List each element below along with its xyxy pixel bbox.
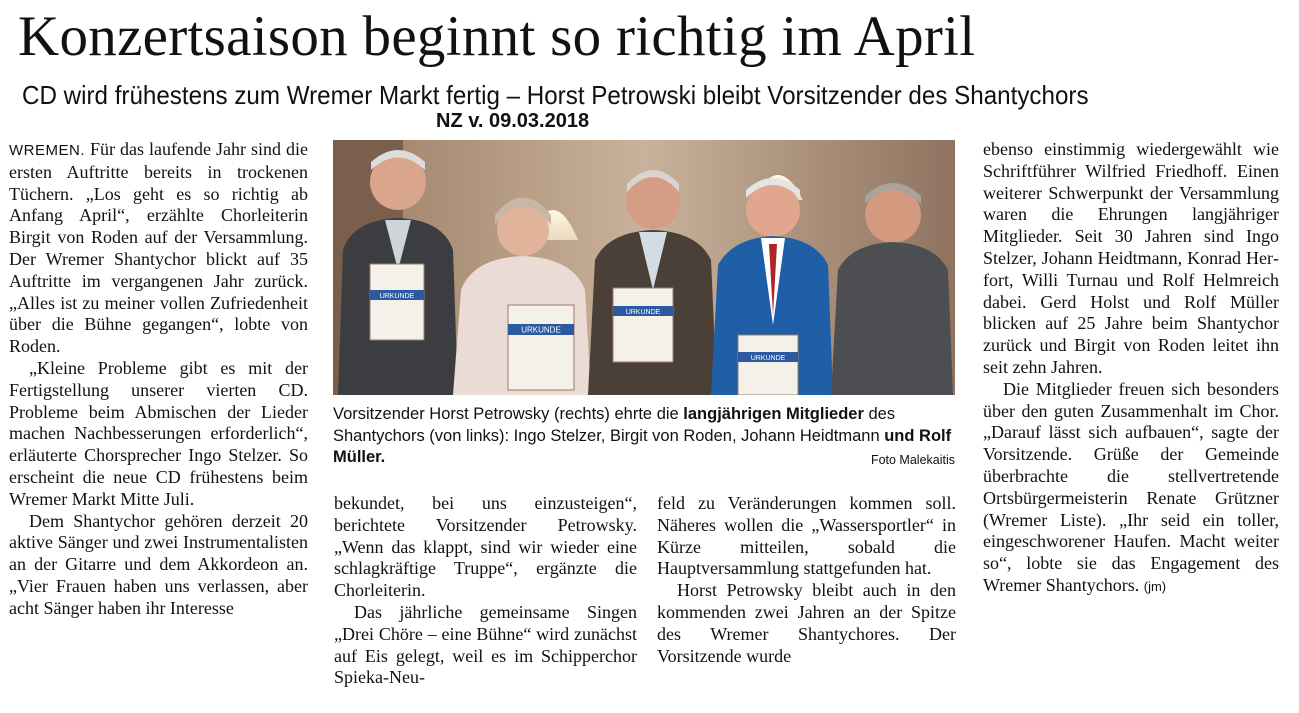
caption-text: Vorsitzender Horst Petrowsky (rechts) ehrte die bbox=[333, 405, 684, 423]
headline: Konzertsaison beginnt so richtig im April bbox=[18, 5, 976, 68]
photo-credit: Foto Malekaitis bbox=[870, 453, 955, 467]
certificate-label: URKUNDE bbox=[379, 293, 415, 300]
caption-bold: langjährigen Mitglieder bbox=[683, 405, 864, 423]
group-photo bbox=[333, 140, 955, 395]
paragraph-text: Die Mitglieder freuen sich besonders über den guten Zusammenhalt im Chor. „Darauf lässt sich aufbauen“, sagte der Vorsitzende. Grüße der Gemeinde überbrachte die stellvertretende Ortsbürgermeisterin Renate Grützner (Wremer Liste). „Ihr seid ein toller, eingeschworener Haufen. Macht weiter so“, lobte sie das Engagement des Wremer Shantychors. bbox=[983, 378, 1279, 595]
paragraph: feld zu Veränderungen kommen soll. Näheres wollen die „Wassersportler“ in Kürze mitteilen, sobald die Hauptversammlung stattgefunden hat. bbox=[657, 493, 956, 579]
paragraph-text: Für das laufende Jahr sind die ersten Auftritte bereits in trockenen Tüchern. „Los geht es so richtig ab Anfang April“, erzählte Chorleiterin Birgit von Roden auf der Versammlung. Der Wremer Shantychor blickt auf 35 Auftritte im vergangenen Jahr zurück. „Alles ist zu meiner vollen Zufriedenheit über die Bühne gegangen“, lobte von Roden. bbox=[9, 139, 308, 357]
source-note: NZ v. 09.03.2018 bbox=[436, 110, 590, 132]
caption-text: des Shantychors (von links): Ingo Stelzer, Birgit von Roden, Johann Heidtmann bbox=[333, 405, 896, 445]
photo-illustration bbox=[333, 140, 955, 395]
paragraph: „Kleine Probleme gibt es mit der Fertigstellung unserer vierten CD. Probleme beim Abmischen der Lieder machen Nachbesserungen erforderlich“, erläuterte Chorsprecher Ingo Stelzer. So erscheint die neue CD frühestens beim Wremer Markt Mitte Juli. bbox=[9, 357, 308, 509]
paragraph: Das jährliche gemeinsame Singen „Drei Chöre – eine Bühne“ wird zunächst auf Eis gelegt, weil es im Schipperchor Spieka-Neu- bbox=[334, 601, 637, 688]
paragraph: Horst Petrowsky bleibt auch in den kommenden zwei Jahren an der Spitze des Wremer Shantychores. Der Vorsitzende wurde bbox=[657, 580, 956, 666]
author-signature: (jm) bbox=[1143, 578, 1167, 594]
article-column-3 bbox=[657, 493, 956, 667]
paragraph bbox=[983, 379, 1279, 598]
paragraph: ebenso einstimmig wiedergewählt wie Schriftführer Wilfried Friedhoff. Einen weiterer Schwerpunkt der Versammlung waren die Ehrungen langjähriger Mitglieder. Seit 30 Jahren sind Ingo Stelzer, Johann Heidtmann, Konrad Herfort, Willi Turnau und Rolf Helmreich dabei. Gerd Holst und Rolf Müller blicken auf 25 Jahre beim Shantychor zurück und Birgit von Roden leitet ihn seit zehn Jahren. bbox=[983, 139, 1279, 377]
article-column-2 bbox=[334, 493, 637, 689]
paragraph: Dem Shantychor gehören derzeit 20 aktive Sänger und zwei Instrumentalisten an der Gitarre und dem Akkordeon an. „Vier Frauen haben uns verlassen, aber acht Sänger haben ihr Interesse bbox=[9, 510, 308, 618]
paragraph: bekundet, bei uns einzusteigen“, berichtete Vorsitzender Petrowsky. „Wenn das klappt, sind wir wieder eine schlagkräftige Truppe“, ergänzte die Chorleiterin. bbox=[334, 493, 637, 601]
subheadline: CD wird frühestens zum Wremer Markt fertig – Horst Petrowski bleibt Vorsitzender des Shantychors bbox=[22, 80, 1089, 110]
article-column-4 bbox=[983, 139, 1279, 598]
caption-bold: und Rolf Müller. bbox=[333, 426, 952, 467]
certificate-label: URKUNDE bbox=[625, 309, 661, 316]
certificate-label: URKUNDE bbox=[750, 355, 786, 362]
paragraph bbox=[9, 139, 308, 358]
dateline: WREMEN. bbox=[9, 142, 85, 159]
certificate-label: URKUNDE bbox=[521, 325, 561, 335]
article-column-1 bbox=[9, 139, 308, 620]
